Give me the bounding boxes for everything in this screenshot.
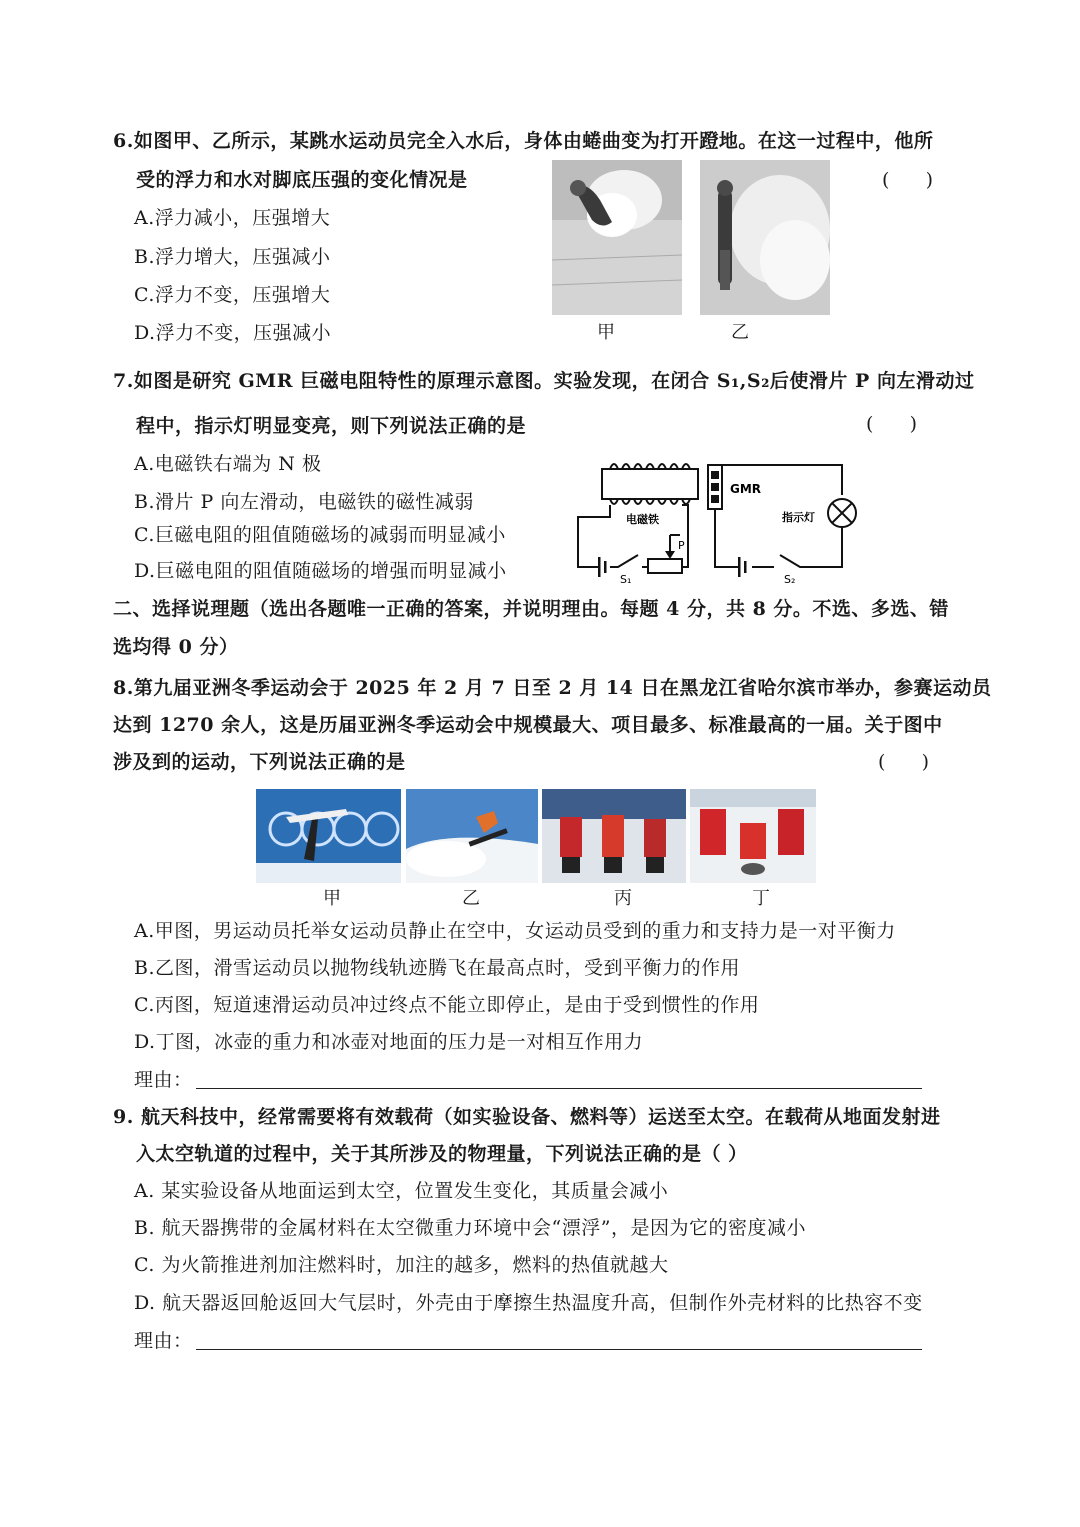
q7-circuit-diagram <box>570 455 860 590</box>
switch-s1-label: S₁ <box>620 573 632 586</box>
q8-option-b: B.乙图，滑雪运动员以抛物线轨迹腾飞在最高点时，受到平衡力的作用 <box>134 957 741 979</box>
q7-stem-line2: 程中，指示灯明显变亮，则下列说法正确的是 <box>136 415 527 437</box>
gmr-label: GMR <box>730 482 762 496</box>
q7-option-a: A.电磁铁右端为 N 极 <box>134 453 322 475</box>
q9-option-c: C. 为火箭推进剂加注燃料时，加注的越多，燃料的热值就越大 <box>134 1254 669 1276</box>
electromagnet-label: 电磁铁 <box>626 513 659 526</box>
q7-option-d: D.巨磁电阻的阻值随磁场的增强而明显减小 <box>134 560 507 582</box>
q9-option-a: A. 某实验设备从地面运到太空，位置发生变化，其质量会减小 <box>134 1180 669 1202</box>
q6-stem-line1: 6.如图甲、乙所示，某跳水运动员完全入水后，身体由蜷曲变为打开蹬地。在这一过程中，他所 <box>113 130 934 152</box>
lamp-label: 指示灯 <box>782 511 815 524</box>
q9-option-d: D. 航天器返回舱返回大气层时，外壳由于摩擦生热温度升高，但制作外壳材料的比热容不变 <box>134 1292 923 1314</box>
q6-option-d: D.浮力不变，压强减小 <box>134 322 332 344</box>
q8-stem-line2: 达到 1270 余人，这是历届亚洲冬季运动会中规模最大、项目最多、标准最高的一届。关于图中 <box>113 714 943 736</box>
switch-s2-label: S₂ <box>784 573 796 586</box>
q8-stem-line1: 8.第九届亚洲冬季运动会于 2025 年 2 月 7 日至 2 月 14 日在黑龙江省哈尔滨市举办，参赛运动员 <box>113 677 992 699</box>
q8-photo-bing <box>542 789 686 883</box>
q7-stem-line1: 7.如图是研究 GMR 巨磁电阻特性的原理示意图。实验发现，在闭合 S₁,S₂后使滑片 P 向左滑动过 <box>113 370 975 392</box>
q6-photo-jia <box>552 160 682 315</box>
q9-reason-label: 理由： <box>134 1330 193 1352</box>
q8-stem-line3: 涉及到的运动，下列说法正确的是 <box>113 751 406 773</box>
q7-option-b: B.滑片 P 向左滑动，电磁铁的磁性减弱 <box>134 491 474 513</box>
q7-option-c: C.巨磁电阻的阻值随磁场的减弱而明显减小 <box>134 524 506 546</box>
q6-caption-jia: 甲 <box>597 322 615 343</box>
q8-answer-paren: ( ) <box>878 751 930 773</box>
q8-caption-jia: 甲 <box>323 888 341 909</box>
q8-reason-label: 理由： <box>134 1069 193 1091</box>
slider-p-label: P <box>678 539 685 552</box>
q6-option-a: A.浮力减小，压强增大 <box>134 207 331 229</box>
q9-stem-line1: 9. 航天科技中，经常需要将有效载荷（如实验设备、燃料等）运送至太空。在载荷从地面发射进 <box>113 1106 941 1128</box>
section2-heading-line1: 二、选择说理题（选出各题唯一正确的答案，并说明理由。每题 4 分，共 8 分。不选、多选、错 <box>113 598 949 620</box>
q9-reason-line[interactable] <box>196 1349 922 1350</box>
electromagnet-core <box>602 469 698 499</box>
q8-option-c: C.丙图，短道速滑运动员冲过终点不能立即停止，是由于受到惯性的作用 <box>134 994 760 1016</box>
q6-caption-yi: 乙 <box>731 322 749 343</box>
q9-option-b: B. 航天器携带的金属材料在太空微重力环境中会“漂浮”，是因为它的密度减小 <box>134 1217 806 1239</box>
q6-answer-paren: ( ) <box>882 169 934 191</box>
q8-reason-line[interactable] <box>196 1088 922 1089</box>
q8-caption-bing: 丙 <box>614 888 632 909</box>
q8-photo-jia <box>256 789 401 883</box>
q6-option-c: C.浮力不变，压强增大 <box>134 284 331 306</box>
q8-option-d: D.丁图，冰壶的重力和冰壶对地面的压力是一对相互作用力 <box>134 1031 644 1053</box>
q7-answer-paren: ( ) <box>866 413 918 435</box>
rheostat <box>648 559 682 573</box>
q8-caption-ding: 丁 <box>752 888 770 909</box>
q6-option-b: B.浮力增大，压强减小 <box>134 246 331 268</box>
q8-option-a: A.甲图，男运动员托举女运动员静止在空中，女运动员受到的重力和支持力是一对平衡力 <box>134 920 896 942</box>
q8-photo-yi <box>406 789 538 883</box>
q8-caption-yi: 乙 <box>462 888 480 909</box>
q6-stem-line2: 受的浮力和水对脚底压强的变化情况是 <box>136 169 468 191</box>
q9-stem-line2: 入太空轨道的过程中，关于其所涉及的物理量，下列说法正确的是（ ） <box>136 1143 748 1165</box>
q6-photo-yi <box>700 160 830 315</box>
q8-photo-ding <box>690 789 816 883</box>
section2-heading-line2: 选均得 0 分） <box>113 636 239 658</box>
